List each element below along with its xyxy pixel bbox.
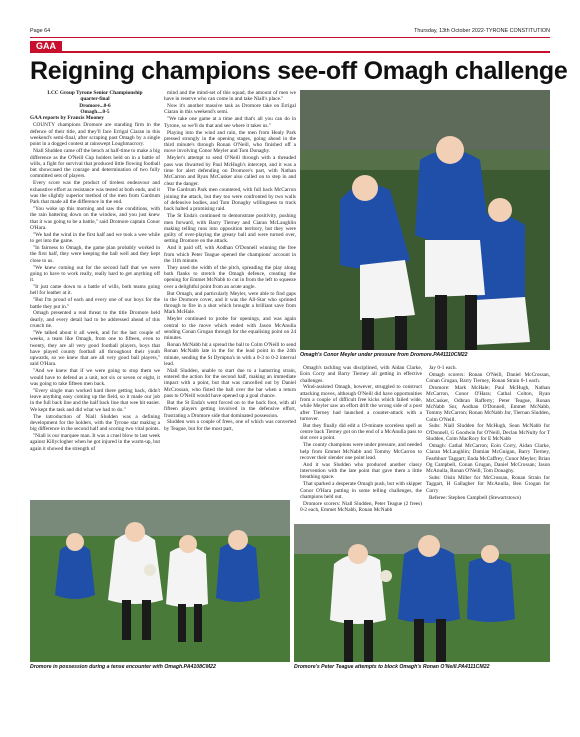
photo-image (294, 524, 550, 662)
article-paragraph: "You woke up this morning and saw the conditions, with the rain battering down on the window, and you just knew that it was going to be a battle," said Dromore captain Conor O'Hara. (30, 206, 160, 232)
article-column-2 (164, 90, 296, 432)
article-paragraph: Wind-assisted Omagh, however, struggled to construct attacking moves, although O'Neill did have opportunities from a couple of difficult free kicks which failed wide, while Meyler saw an effort drift the wrong side of a post after Tierney had launched a counter-attack with a turnover. (300, 384, 422, 422)
page-header (30, 26, 550, 36)
article-paragraph: Referee: Stephen Campbell (Stewartstown) (429, 494, 521, 501)
column-body (30, 122, 160, 451)
article-paragraph: The St Enda's continued to demonstrate positivity, pushing men forward, with Barry Tierney and Ciaran McLaughlin making telling runs into opposition territory, but they were guilty of over-playing the greasy ball and were turned over, setting Dromore on the attack. (164, 213, 296, 245)
article-paragraph: Subs: Oisin Miller for McCrossan, Ronan Strain for Taggart, H Gallagher for McAnulla, Ben Grogan for Corry (426, 475, 550, 494)
article-paragraph: mind and the mind-set of this squad, the amount of men we have in reserve who can come in and take Niall's place." (164, 90, 296, 103)
article-paragraph: "We talked about it all week, and for the last couple of weeks, a team like Omagh, from one to fifteen, even to twenty, they are all very good football players, boys that have played county football all throughout their youth upwards, so we knew that are all very good ball players," said O'Hara. (30, 329, 160, 368)
article-paragraph: The county champions were under pressure, and needed help from Emmet McNabb and Tommy McCarron to recover their slender one point lead. (300, 442, 422, 461)
article-paragraph: Ronan McNabb hit a spread the ball to Colm O'Neill to send Ronan McNabb late in the for the lead point in the 24th minute, sending the St Dympna's in with a 0-3 to 0-2 interval lead. (164, 342, 296, 367)
article-paragraph: But they finally did edit a 19-minute scoreless spell as centre back Tierney got on the end of a McAnulla pass to slot over a point. (300, 422, 422, 442)
column-body (426, 365, 550, 501)
article-paragraph: "In fairness to Omagh, the game plan probably worked in the first half, they were keeping the ball well and they kept close to us. (30, 245, 160, 264)
header-rule (30, 37, 550, 38)
article-paragraph: "And we knew that if we were going to stop them we would have to defend as a unit, not six or seven or eight, it was going to take fifteen men back. (30, 368, 160, 387)
article-paragraph: They used the width of the pitch, spreading the play along both flanks to stretch the Omagh defence, creating the opening for Emmet McNabb to cut in from the left to squeeze over a delightful point from an acute angle. (164, 264, 296, 290)
article-paragraph: The Gardrum Park men countered, with full back McCarron joining the attack, but they too were confronted by two walls of defensive bodies, and Tom Donaghy willingness to track back halted a promising raid. (164, 187, 296, 213)
article-paragraph: Jay 0-1 each. (429, 365, 457, 371)
article-paragraph: "But I'm proud of each and every one of our boys for the battle they put in." (30, 297, 160, 310)
article-paragraph: Omagh scorers: Ronan O'Neill, Daniel McCrossan, Conan Grugan, Barry Tierney, Ronan Strain 0-1 each. (426, 371, 550, 385)
photo-dromore-in-possession (30, 500, 290, 662)
article-paragraph: And it paid off, with Aodhan O'Donnell winning the free from which Peter Teague opened the champions' account in the 11th minute. (164, 245, 296, 264)
article-paragraph: But Omagh, and particularly Meyler, were able to find gaps in the Dromore cover, and it was the All-Star who sprinted through to fire in a shot which brought a brilliant save from Mark McHale. (164, 290, 296, 316)
article-column-4 (426, 365, 550, 520)
article-paragraph: Niall Sludden came off the bench at half-time to make a big difference as the O'Neill Cup holders held on in a battle of wills, a fight for survival that produced little flowing football but showcased the courage and determination of two fully committed sets of players. (30, 148, 160, 180)
masthead: Thursday, 13th October 2022-TYRONE CONSTITUTION (414, 28, 550, 34)
photo-teague-block (294, 524, 550, 662)
article-paragraph: Now it's another massive task as Dromore take on Errigal Ciaran in this weekend's semi. (164, 103, 296, 116)
section-rule (30, 51, 550, 53)
article-paragraph: "We knew coming out for the second half that we were going to have to work really, really hard to get anything off it. (30, 264, 160, 284)
article-paragraph: But the St Enda's went forced on to the back foot, with all fifteen players getting involved in the defensive effort, frustrating a Dromore side that dominated possession. (164, 399, 296, 419)
kicker-line: LCC Group Tyrone Senior Championship (47, 90, 143, 96)
article-paragraph: Dromore scorers: Niall Sludden, Peter Teague (2 frees) 0-2 each, Emmet McNabb, Ronan McNabb (300, 500, 422, 514)
kicker-line: Omagh....0-5 (80, 108, 110, 115)
article-column-3 (300, 365, 422, 520)
article-paragraph: Meyler's attempt to send O'Neill through with a threaded pass was thwarted by Paul McHugh's intercept, and it was a time for alert defending on Dromore's part, with Nathan McCarron and Ryan McCusker also called on to step in and clear the danger. (164, 155, 296, 187)
article-paragraph: "Niall is our marquee man. It was a cruel blow to last week against Killyclogher when he got injured in the warm-up, but again it showed the strength of (30, 433, 160, 452)
column-body (164, 90, 296, 432)
photo-caption: Dromore in possession during a tense encounter with Omagh.PA4108CM22 (30, 664, 216, 670)
article-paragraph: "We take one game at a time and that's all you can do in Tyrone, so we'll do that and see where it takes us." (164, 116, 296, 129)
article-paragraph: The introduction of Niall Sludden was a defining development for the holders, with the Tyrone star making a big difference in the second half and scoring two vital points. (30, 413, 160, 433)
photo-caption: Omagh's Conor Meyler under pressure from Dromore.PA41110CM22 (300, 352, 468, 358)
article-paragraph: Every score was the product of tireless endeavour and exhaustive effort as resistance was tested at both ends, and it was the slightly superior method of the men from Gardrum Park that made all the difference in the end. (30, 180, 160, 206)
section-tag: GAA (30, 41, 62, 52)
article-paragraph: Meyler continued to probe for openings, and was again central to the move which ended with Jason McAnulla sending Conan Grugan through for the equalising point on 24 minutes. (164, 316, 296, 342)
article-paragraph: "Every single man worked hard there getting back, didn't leave anything easy coming up the field, so it made our job in the full back line and the half back line that wee bit easier. We kept the task and did what we had to do." (30, 387, 160, 413)
article-paragraph: COUNTY champions Dromore are standing firm in the defence of their title, and they'll face Errigal Ciaran in this weekend's semi-final, after scraping past Omagh by a single point in a dogged contest at rainswept Loughmacrory. (30, 122, 160, 148)
article-paragraph: That sparked a desperate Omagh push, but with skipper Conor O'Hara putting in some telling challenges, the champions held out. (300, 481, 422, 500)
photo-image (30, 500, 290, 662)
article-paragraph: Niall Sludden, unable to start due to a hamstring strain, entered the action for the second half, making an immediate impact with a point, but that was cancelled out by Daniel McCrossan, who fisted the ball over the bar when a return pass to O'Neill would have opened up a goal chance. (164, 367, 296, 400)
article-paragraph: Subs: Niall Sludden for McHugh, Sean McNabb for O'Donnell, G Goodwin for O'Neill, Declan McNulty for T Sludden, Colm MacRory for E McNabb (426, 423, 550, 443)
article-paragraph: "It just came down to a battle of wills, both teams going hell for leather at it. (30, 284, 160, 297)
kicker-line: Dromore...0-6 (79, 102, 111, 109)
article-paragraph: Omagh's tackling was disciplined, with Aidan Clarke, Eoin Corry and Barry Tierney all getting in effective challenges. (300, 365, 422, 384)
kicker-line: quarter-final (80, 96, 110, 103)
article-paragraph: Playing into the wind and rain, the men from Healy Park pressed strongly in the opening stages, going ahead in the third minute's through Ronan O'Neill, who finished off a move involving Conor Meyler and Tom Donaghy. (164, 129, 296, 155)
article-paragraph: Sludden won a couple of frees, one of which was converted by Teague, but for the most part, (164, 419, 296, 432)
photo-caption: Dromore's Peter Teague attempts to block Omagh's Ronan O'Neill.PA4111CM22 (294, 664, 490, 670)
page-number: Page 64 (30, 28, 51, 34)
article-paragraph: Omagh presented a real threat to the title Dromore held dearly, and every detail had to be addressed ahead of this crunch tie. (30, 310, 160, 330)
column-body (300, 365, 422, 513)
headline: Reigning champions see-off Omagh challenge (30, 57, 568, 85)
article-paragraph: And it was Sludden who produced another classy intervention with the late point that gave them a little breathing space. (300, 461, 422, 481)
article-paragraph: "We had the wind in the first half and we took a wee while to get into the game. (30, 231, 160, 245)
photo-meyler-under-pressure (300, 90, 550, 350)
photo-image (300, 90, 550, 350)
article-paragraph: Dromore: Mark McHale; Paul McHugh, Nathan McCarron, Conor O'Hara; Cathal Colton, Ryan McCusker, Odhran Rafferty; Peter Teague, Ronan McNabb Snr, Aodhan O'Donnell, Emmet McNabb, Tommy McCarron; Ronan McNabb Jnr, Tiernan Sludden, Colm O'Neill. (426, 385, 550, 423)
byline: GAA reports by Francis Mooney (30, 115, 105, 122)
article-paragraph: Omagh: Cathal McCarron; Eoin Corry, Aidan Clarke, Ciaran McLaughlin; Damian McGuigan, Barry Tierney, Fearbhurr Taggart; Enda McCaffrey, Conor Meyler; Brian Og Campbell, Conan Grugan, Daniel McCrossan; Jason McAnulla, Ronan O'Neill, Tom Donaghy. (426, 442, 550, 475)
